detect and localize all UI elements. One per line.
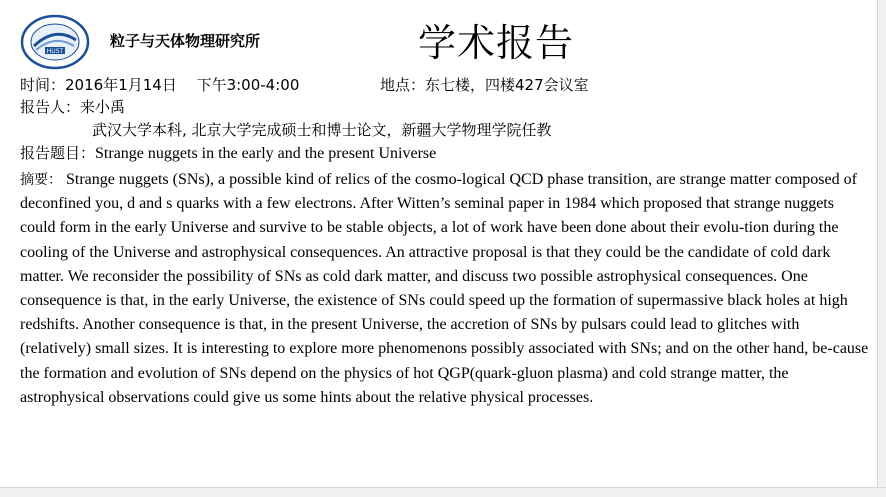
place-label: 地点： [380,76,426,94]
topic-label: 报告题目： [20,144,96,162]
place-value: 东七楼，四楼427会议室 [425,76,589,94]
abstract [20,168,870,410]
topic-row [20,142,436,163]
speaker-name: 来小禹 [80,98,126,116]
window-edge-right [877,0,886,496]
speaker-row [20,96,125,117]
time-row [20,74,299,95]
place-row [380,74,589,95]
speaker-label: 报告人： [20,98,81,116]
abstract-text: Strange nuggets (SNs), a possible kind of relics of the cosmo-logical QCD phase transition, are strange matter composed of deconfined you, d and s quarks with a few electrons. After Witten’s seminal paper in 1984 which proposed that strange nuggets could form in the early Universe and survive to be stable objects, a lot of work have been done about their evolu-tion during the cooling of the Universe and astrophysical consequences. An attractive proposal is that they could be the candidate of cold dark matter. We reconsider the possibility of SNs as cold dark matter, and discuss two possible astrophysical consequences. One consequence is that, in the early Universe, the existence of SNs could speed up the formation of supermassive black holes at high redshifts. Another consequence is that, in the present Universe, the accretion of SNs by pulsars could lead to glitches with (relatively) small sizes. It is interesting to explore more phenomenons possibly associated with SNs; and on the other hand, be-cause the formation and evolution of SNs depend on the physics of hot QGP(quark-gluon plasma) and cold strange matter, the astrophysical observations could give us some hints about the relative physical processes. [20,171,869,406]
time-value: 2016年1月14日 下午3:00-4:00 [65,76,300,94]
svg-text:HUST: HUST [46,48,64,55]
time-label: 时间： [20,76,66,94]
institute-name: 粒子与天体物理研究所 [110,32,261,50]
abstract-label: 摘要： [20,172,62,188]
page-title: 学术报告 [418,21,575,65]
speaker-bio: 武汉大学本科, 北京大学完成硕士和博士论文，新疆大学物理学院任教 [92,121,552,139]
university-logo [20,14,90,70]
topic-value: Strange nuggets in the early and the present Universe [95,145,437,162]
